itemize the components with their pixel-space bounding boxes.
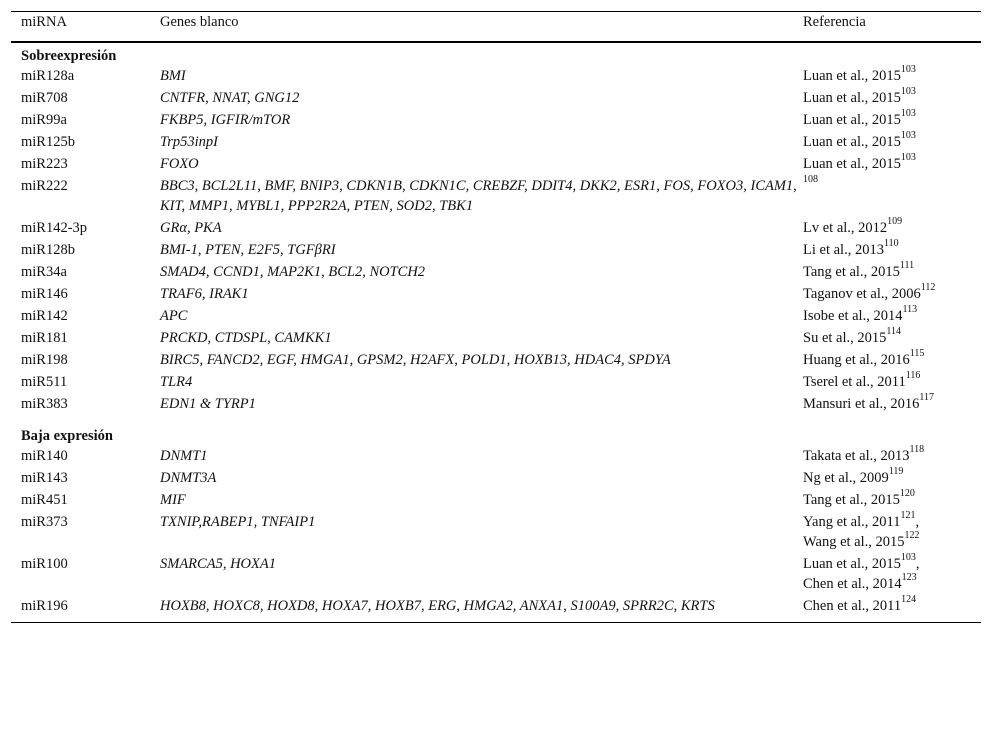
table-row <box>11 596 981 623</box>
reference-text: Lv et al., 2012 <box>803 220 888 236</box>
reference-text: Taganov et al., 2006 <box>803 286 921 302</box>
mirna-cell: miR708 <box>21 90 68 106</box>
mirna-table <box>11 11 981 623</box>
mirna-cell: miR142-3p <box>21 220 88 236</box>
reference-number: 110 <box>883 238 899 250</box>
section-header <box>11 42 981 66</box>
table-row <box>11 350 981 372</box>
reference-cell <box>803 110 981 132</box>
table-row <box>11 88 981 110</box>
genes-cell: BMI-1, PTEN, E2F5, TGFβRI <box>160 242 336 258</box>
table-row <box>11 132 981 154</box>
reference-text: Luan et al., 2015 <box>803 90 901 106</box>
header-row <box>11 12 981 43</box>
mirna-cell: miR99a <box>21 112 67 128</box>
reference-text: Yang et al., 2011 <box>803 514 901 530</box>
reference-number: 124 <box>901 594 917 606</box>
reference-cell <box>803 66 981 88</box>
table-row <box>11 328 981 350</box>
reference-number: 118 <box>909 444 925 456</box>
reference-text: Chen et al., 2011 <box>803 598 902 614</box>
table-body <box>11 42 981 623</box>
reference-text: Chen et al., 2014 <box>803 576 902 592</box>
reference-text: Mansuri et al., 2016 <box>803 396 920 412</box>
reference-number: 121 <box>900 510 916 522</box>
reference-cell: Luan et al., 2015$^{103}$, Chen et al., 2014$^{123}$ <box>803 552 920 592</box>
genes-cell: PRCKD, CTDSPL, CAMKK1 <box>160 330 332 346</box>
table-row <box>11 490 981 512</box>
table-row <box>11 176 981 218</box>
table-row <box>11 262 981 284</box>
section-header <box>11 416 981 446</box>
reference-number: 103 <box>900 130 916 142</box>
table-row <box>11 66 981 88</box>
reference-text: Li et al., 2013 <box>803 242 884 258</box>
reference-cell <box>803 262 981 284</box>
reference-cell <box>803 490 981 512</box>
reference-text: Luan et al., 2015 <box>803 112 901 128</box>
mirna-cell: miR34a <box>21 264 67 280</box>
mirna-cell: miR223 <box>21 156 68 172</box>
reference-text: Luan et al., 2015 <box>803 134 901 150</box>
reference-text: Tang et al., 2015 <box>803 264 900 280</box>
genes-cell: TXNIP,RABEP1, TNFAIP1 <box>160 514 316 530</box>
genes-cell: APC <box>160 308 188 324</box>
reference-cell <box>803 240 981 262</box>
reference-text: Ng et al., 2009 <box>803 470 889 486</box>
table-row <box>11 372 981 394</box>
mirna-cell: miR140 <box>21 448 68 464</box>
mirna-cell: miR511 <box>21 374 68 390</box>
reference-cell: Yang et al., 2011$^{121}$, Wang et al., 2015$^{122}$ <box>803 510 920 550</box>
reference-cell <box>803 596 981 623</box>
table-row <box>11 446 981 468</box>
header-genes: Genes blanco <box>160 12 803 43</box>
reference-number: 103 <box>900 108 916 120</box>
reference-text: Tang et al., 2015 <box>803 492 900 508</box>
reference-cell <box>803 446 981 468</box>
reference-number: 108 <box>803 174 818 186</box>
reference-text: Huang et al., 2016 <box>803 352 910 368</box>
reference-text: Su et al., 2015 <box>803 330 887 346</box>
reference-cell <box>803 88 981 110</box>
table-row <box>11 468 981 490</box>
reference-text: Luan et al., 2015 <box>803 556 901 572</box>
mirna-cell: miR196 <box>11 596 160 623</box>
reference-number: 119 <box>888 466 904 478</box>
reference-text: Takata et al., 2013 <box>803 448 910 464</box>
genes-cell: TRAF6, IRAK1 <box>160 286 249 302</box>
reference-cell <box>803 132 981 154</box>
reference-number: 103 <box>900 152 916 164</box>
reference-number: 116 <box>905 370 921 382</box>
reference-number: 103 <box>900 64 916 76</box>
reference-text: Luan et al., 2015 <box>803 156 901 172</box>
table-row <box>11 154 981 176</box>
section-title: Sobreexpresión <box>21 48 117 64</box>
reference-cell <box>803 176 981 218</box>
genes-cell: DNMT1 <box>160 448 208 464</box>
table-row <box>11 218 981 240</box>
table-row <box>11 284 981 306</box>
genes-cell: Trp53inpI <box>160 134 219 150</box>
mirna-cell: miR143 <box>21 470 68 486</box>
genes-cell: GRα, PKA <box>160 220 222 236</box>
reference-number: 113 <box>902 304 918 316</box>
reference-cell <box>803 350 981 372</box>
reference-cell <box>803 306 981 328</box>
reference-number: 120 <box>899 488 915 500</box>
genes-cell: BIRC5, FANCD2, EGF, HMGA1, GPSM2, H2AFX, POLD1, HOXB13, HDAC4, SPDYA <box>160 352 671 368</box>
genes-cell: CNTFR, NNAT, GNG12 <box>160 90 300 106</box>
genes-cell: MIF <box>160 492 186 508</box>
mirna-cell: miR125b <box>21 134 75 150</box>
reference-cell <box>803 218 981 240</box>
reference-text: Luan et al., 2015 <box>803 68 901 84</box>
mirna-cell: miR198 <box>21 352 68 368</box>
mirna-cell: miR142 <box>21 308 68 324</box>
mirna-cell: miR128a <box>21 68 75 84</box>
reference-cell <box>803 284 981 306</box>
reference-number: 114 <box>886 326 902 338</box>
table-row <box>11 512 981 554</box>
genes-cell: SMAD4, CCND1, MAP2K1, BCL2, NOTCH2 <box>160 264 426 280</box>
mirna-cell: miR383 <box>21 396 68 412</box>
genes-cell: EDN1 & TYRP1 <box>160 396 256 412</box>
table-row <box>11 110 981 132</box>
reference-number: 122 <box>904 530 920 542</box>
genes-cell: BBC3, BCL2L11, BMF, BNIP3, CDKN1B, CDKN1C, CREBZF, DDIT4, DKK2, ESR1, FOS, FOXO3, ICAM1, KIT, MMP1, MYBL1, PPP2R2A, PTEN, SOD2, TBK1 <box>160 178 797 214</box>
table-row <box>11 394 981 416</box>
genes-cell: BMI <box>160 68 186 84</box>
reference-cell <box>803 394 981 416</box>
mirna-cell: miR100 <box>21 556 68 572</box>
mirna-cell: miR373 <box>21 514 68 530</box>
genes-cell: DNMT3A <box>160 470 217 486</box>
header-mirna: miRNA <box>11 12 160 43</box>
reference-cell <box>803 328 981 350</box>
table-row <box>11 240 981 262</box>
genes-cell: FOXO <box>160 156 199 172</box>
mirna-cell: miR128b <box>21 242 75 258</box>
reference-number: 123 <box>901 572 917 584</box>
reference-number: 112 <box>920 282 936 294</box>
header-ref: Referencia <box>803 12 981 43</box>
genes-cell: TLR4 <box>160 374 193 390</box>
table-row <box>11 554 981 596</box>
mirna-cell: miR222 <box>21 178 68 194</box>
reference-text: Tserel et al., 2011 <box>803 374 906 390</box>
reference-number: 103 <box>900 86 916 98</box>
reference-cell <box>803 154 981 176</box>
reference-text: Isobe et al., 2014 <box>803 308 903 324</box>
section-title: Baja expresión <box>21 428 113 444</box>
reference-cell <box>803 468 981 490</box>
reference-number: 115 <box>909 348 925 360</box>
reference-number: 103 <box>900 552 916 564</box>
genes-cell: SMARCA5, HOXA1 <box>160 556 276 572</box>
reference-cell <box>803 372 981 394</box>
reference-number: 117 <box>919 392 935 404</box>
table-row <box>11 306 981 328</box>
genes-cell: FKBP5, IGFIR/mTOR <box>160 112 291 128</box>
reference-number: 109 <box>887 216 903 228</box>
reference-text: Wang et al., 2015 <box>803 534 905 550</box>
mirna-cell: miR181 <box>21 330 68 346</box>
genes-cell: HOXB8, HOXC8, HOXD8, HOXA7, HOXB7, ERG, HMGA2, ANXA1, S100A9, SPRR2C, KRTS <box>160 596 803 623</box>
reference-number: 111 <box>899 260 915 272</box>
mirna-cell: miR146 <box>21 286 68 302</box>
mirna-cell: miR451 <box>21 492 68 508</box>
